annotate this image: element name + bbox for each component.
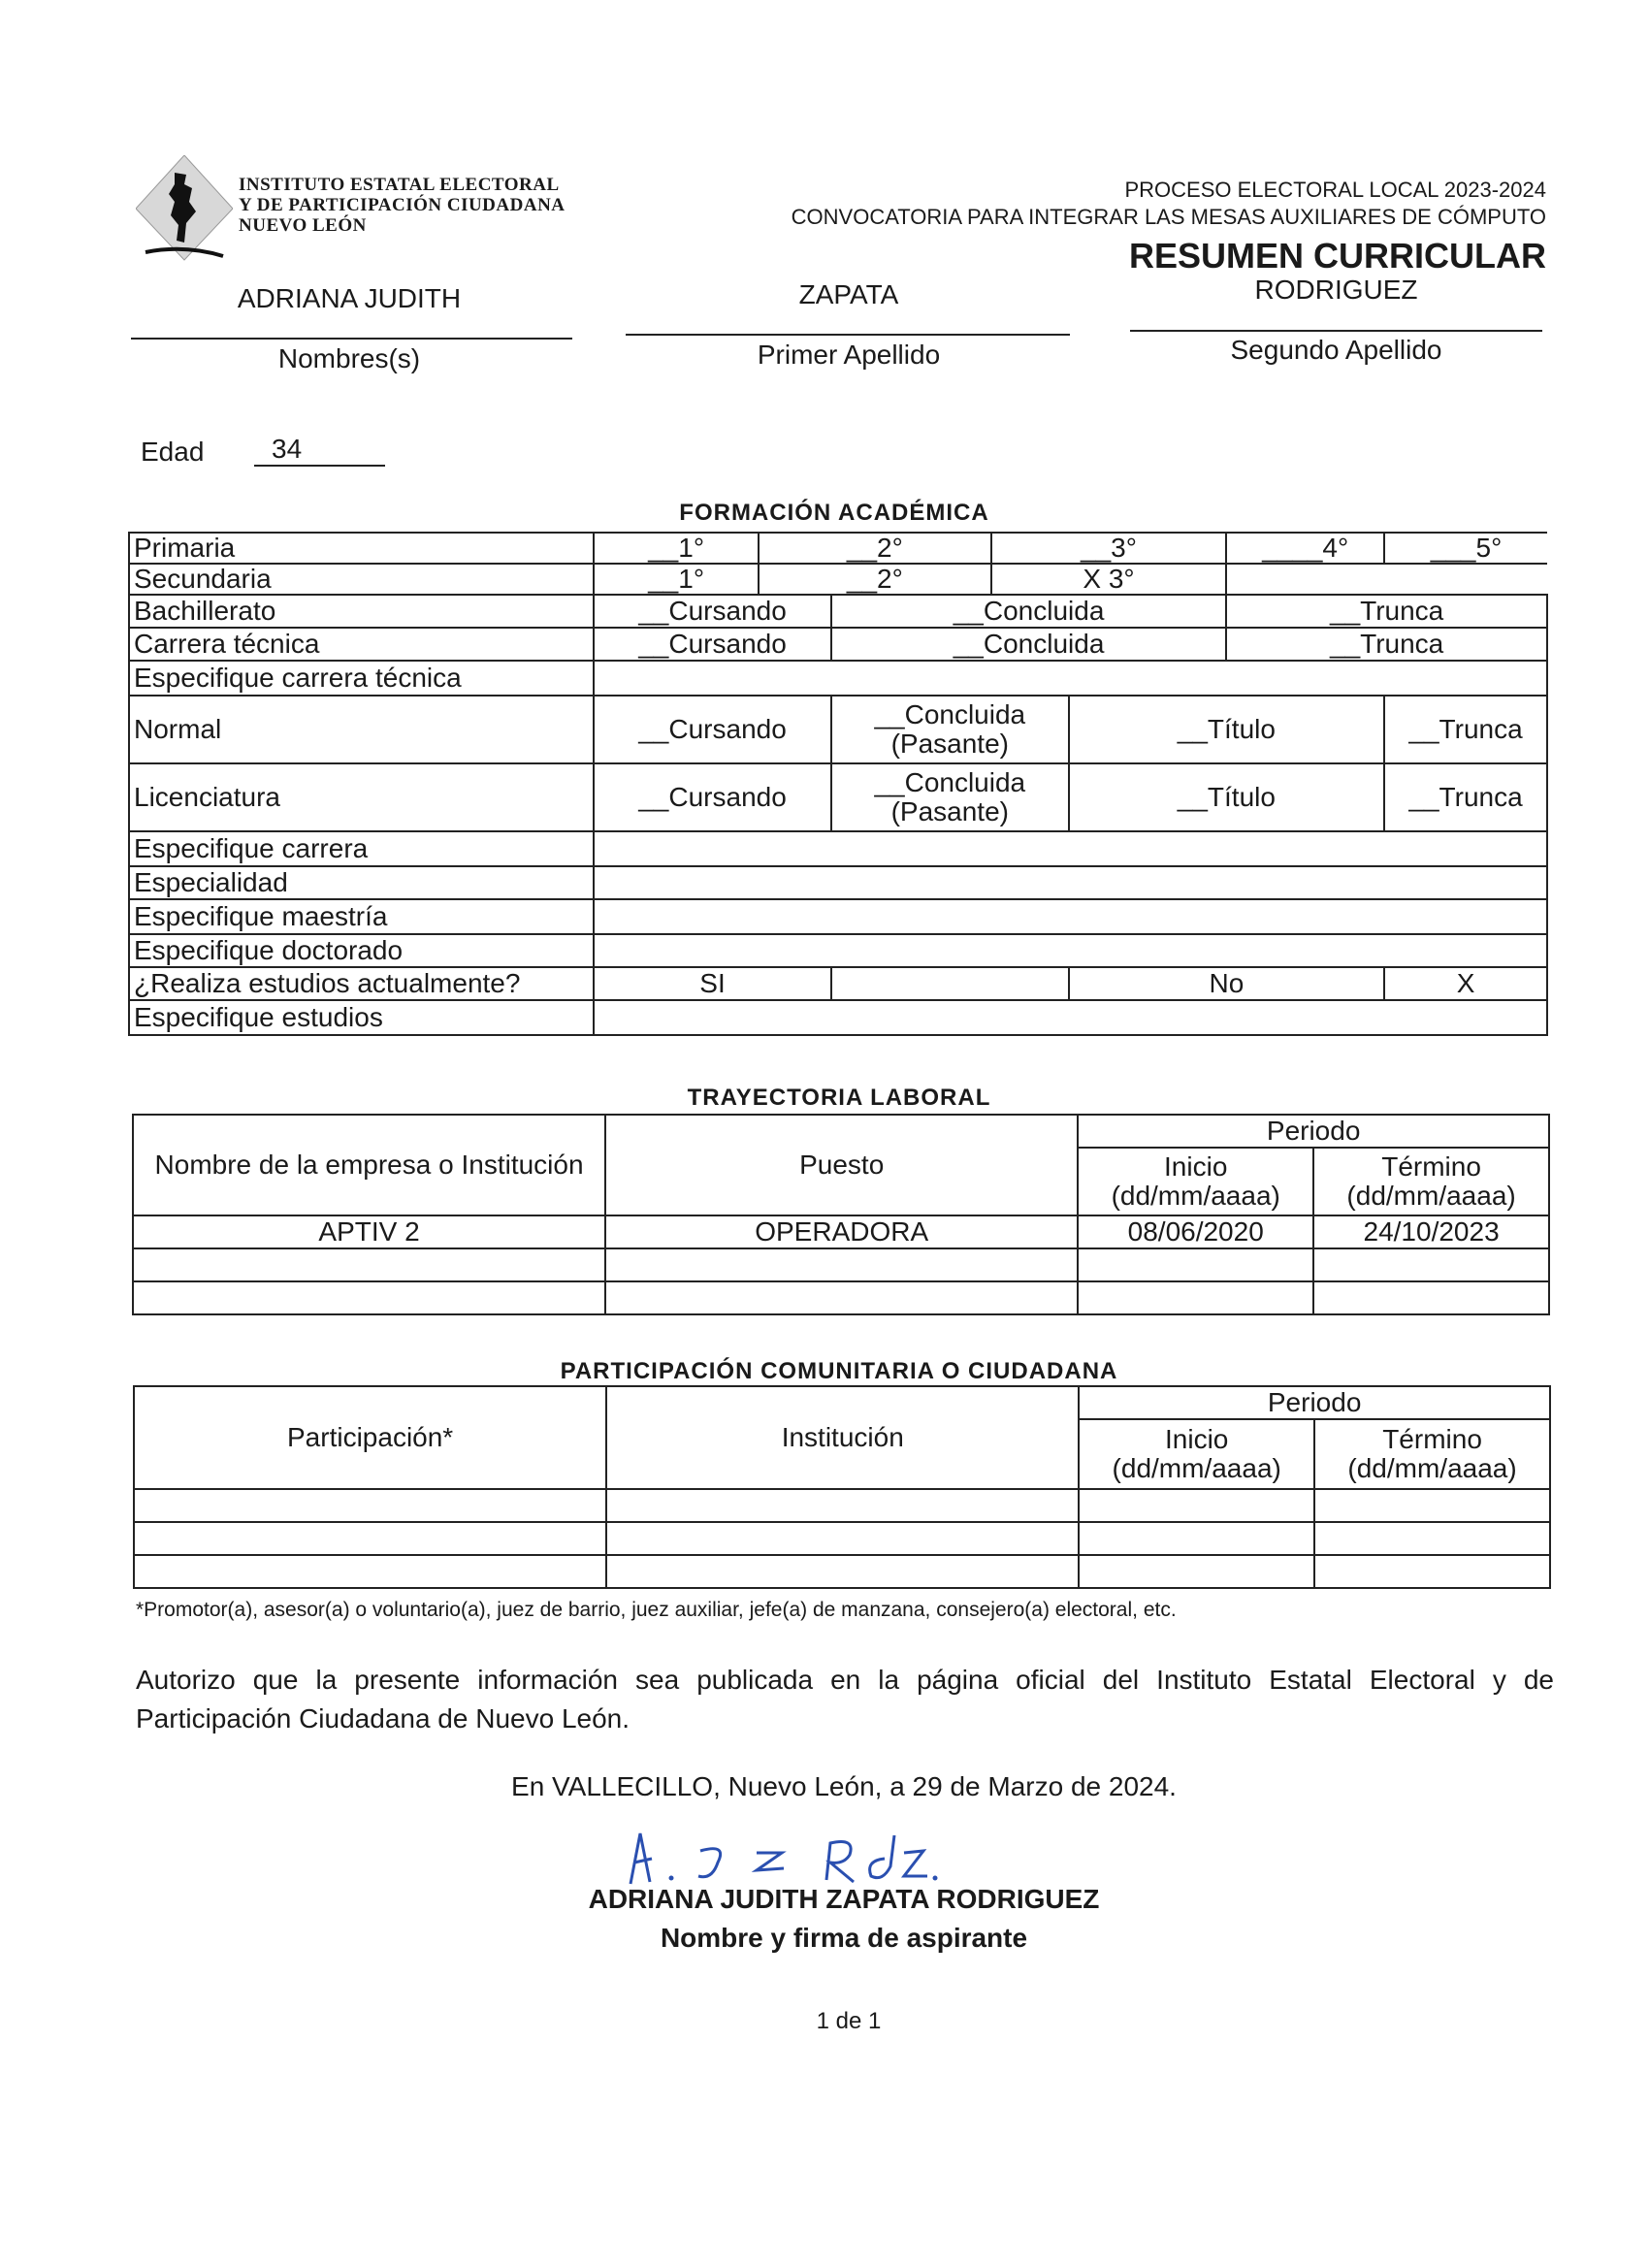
primer-apellido-line xyxy=(626,334,1070,336)
institute-logo xyxy=(136,155,233,262)
secundaria-grade-1: __1° xyxy=(594,564,759,595)
formacion-title: FORMACIÓN ACADÉMICA xyxy=(679,500,989,526)
col-participacion: Participación* xyxy=(134,1386,606,1489)
estudios-no-mark: X xyxy=(1384,967,1547,1000)
normal-label: Normal xyxy=(129,696,594,763)
primaria-grade-4: ____4° xyxy=(1226,533,1384,564)
estudios-no-label: No xyxy=(1069,967,1384,1000)
especialidad-label: Especialidad xyxy=(129,866,594,899)
trayectoria-title: TRAYECTORIA LABORAL xyxy=(687,1085,991,1111)
authorization-text: Autorizo que la presente información sea publicada en la página oficial del Instituto Estatal Electoral y de Participación Ciudadana de Nuevo León. xyxy=(136,1665,1554,1733)
page-number: 1 de 1 xyxy=(816,2008,882,2034)
especifique-estudios-row xyxy=(129,1000,1547,1035)
inicio-cell: 08/06/2020 xyxy=(1078,1215,1313,1248)
especifique-carrera-tecnica-row xyxy=(129,661,1547,696)
puesto-cell: OPERADORA xyxy=(605,1215,1078,1248)
table-row xyxy=(133,1281,1549,1314)
process-title: PROCESO ELECTORAL LOCAL 2023-2024 xyxy=(1124,178,1546,202)
col-institucion: Institución xyxy=(606,1386,1079,1489)
licenciatura-row xyxy=(129,763,1547,831)
col-empresa: Nombre de la empresa o Institución xyxy=(133,1115,605,1215)
licenciatura-cursando: __Cursando xyxy=(594,763,831,831)
page-title: RESUMEN CURRICULAR xyxy=(1129,236,1546,275)
segundo-apellido-value: RODRIGUEZ xyxy=(1254,275,1418,305)
table-row xyxy=(133,1248,1549,1281)
col-periodo: Periodo xyxy=(1078,1115,1549,1148)
convocatoria-title: CONVOCATORIA PARA INTEGRAR LAS MESAS AUXILIARES DE CÓMPUTO xyxy=(791,205,1546,229)
especifique-carrera-row xyxy=(129,831,1547,866)
bachillerato-row xyxy=(129,595,1547,628)
nombres-label: Nombres(s) xyxy=(277,343,421,373)
primaria-row xyxy=(129,533,1547,564)
primaria-grade-3: __3° xyxy=(991,533,1227,564)
footnote: *Promotor(a), asesor(a) o voluntario(a), juez de barrio, juez auxiliar, jefe(a) de manzana, consejero(a) electoral, etc. xyxy=(136,1599,1177,1621)
signature-label: Nombre y firma de aspirante xyxy=(660,1923,1028,1953)
edad-label: Edad xyxy=(141,437,205,467)
col-inicio: Inicio (dd/mm/aaaa) xyxy=(1078,1148,1313,1215)
table-row xyxy=(134,1522,1550,1555)
primer-apellido-label: Primer Apellido xyxy=(757,340,941,370)
primer-apellido-value: ZAPATA xyxy=(798,279,899,309)
empresa-cell: APTIV 2 xyxy=(133,1215,605,1248)
institute-name: INSTITUTO ESTATAL ELECTORAL Y DE PARTICIPACIÓN CIUDADANA NUEVO LEÓN xyxy=(239,175,566,236)
especifique-doctorado-row xyxy=(129,934,1547,967)
col-periodo: Periodo xyxy=(1079,1386,1550,1419)
participacion-title: PARTICIPACIÓN COMUNITARIA O CIUDADANA xyxy=(560,1358,1118,1384)
licenciatura-concluida: __Concluida (Pasante) xyxy=(831,763,1069,831)
table-row xyxy=(133,1215,1549,1248)
especifique-carrera-tecnica-label: Especifique carrera técnica xyxy=(129,661,594,696)
especifique-doctorado-label: Especifique doctorado xyxy=(129,934,594,967)
carrera-tecnica-cursando: __Cursando xyxy=(594,628,831,661)
col-puesto: Puesto xyxy=(605,1115,1078,1215)
especifique-maestria-label: Especifique maestría xyxy=(129,899,594,934)
table-row xyxy=(134,1489,1550,1522)
especifique-maestria-row xyxy=(129,899,1547,934)
licenciatura-label: Licenciatura xyxy=(129,763,594,831)
licenciatura-trunca: __Trunca xyxy=(1384,763,1547,831)
document-header xyxy=(792,177,1546,277)
trayectoria-table xyxy=(132,1114,1550,1315)
bachillerato-trunca: __Trunca xyxy=(1226,595,1547,628)
nombres-value: ADRIANA JUDITH xyxy=(237,283,462,313)
bachillerato-concluida: __Concluida xyxy=(831,595,1226,628)
secundaria-row xyxy=(129,564,1547,595)
termino-cell: 24/10/2023 xyxy=(1313,1215,1549,1248)
carrera-tecnica-trunca: __Trunca xyxy=(1226,628,1547,661)
normal-trunca: __Trunca xyxy=(1384,696,1547,763)
col-inicio: Inicio (dd/mm/aaaa) xyxy=(1079,1419,1314,1489)
nombres-line xyxy=(131,338,572,340)
signer-name: ADRIANA JUDITH ZAPATA RODRIGUEZ xyxy=(588,1884,1100,1914)
place-date: En VALLECILLO, Nuevo León, a 29 de Marzo de 2024. xyxy=(511,1771,1177,1801)
licenciatura-titulo: __Título xyxy=(1069,763,1384,831)
normal-cursando: __Cursando xyxy=(594,696,831,763)
bachillerato-label: Bachillerato xyxy=(129,595,594,628)
segundo-apellido-line xyxy=(1130,330,1542,332)
estudios-actuales-label: ¿Realiza estudios actualmente? xyxy=(129,967,594,1000)
estudios-si-label: SI xyxy=(594,967,831,1000)
normal-titulo: __Título xyxy=(1069,696,1384,763)
normal-row xyxy=(129,696,1547,763)
primaria-grade-2: __2° xyxy=(759,533,991,564)
carrera-tecnica-label: Carrera técnica xyxy=(129,628,594,661)
secundaria-grade-3: X 3° xyxy=(991,564,1227,595)
segundo-apellido-label: Segundo Apellido xyxy=(1230,335,1442,365)
table-row xyxy=(134,1555,1550,1588)
bachillerato-cursando: __Cursando xyxy=(594,595,831,628)
normal-concluida: __Concluida (Pasante) xyxy=(831,696,1069,763)
especifique-estudios-label: Especifique estudios xyxy=(129,1000,594,1035)
signature xyxy=(611,1824,970,1892)
edad-value: 34 xyxy=(254,434,385,467)
carrera-tecnica-row xyxy=(129,628,1547,661)
col-termino: Término (dd/mm/aaaa) xyxy=(1313,1148,1549,1215)
estudios-si-mark xyxy=(831,967,1069,1000)
especifique-carrera-label: Especifique carrera xyxy=(129,831,594,866)
carrera-tecnica-concluida: __Concluida xyxy=(831,628,1226,661)
secundaria-label: Secundaria xyxy=(129,564,594,595)
secundaria-grade-2: __2° xyxy=(759,564,991,595)
especialidad-row xyxy=(129,866,1547,899)
col-termino: Término (dd/mm/aaaa) xyxy=(1314,1419,1550,1489)
primaria-label: Primaria xyxy=(129,533,594,564)
formacion-table xyxy=(128,532,1548,1036)
primaria-grade-5: ___5° xyxy=(1384,533,1547,564)
estudios-actuales-row xyxy=(129,967,1547,1000)
primaria-grade-1: __1° xyxy=(594,533,759,564)
participacion-table xyxy=(133,1385,1551,1589)
